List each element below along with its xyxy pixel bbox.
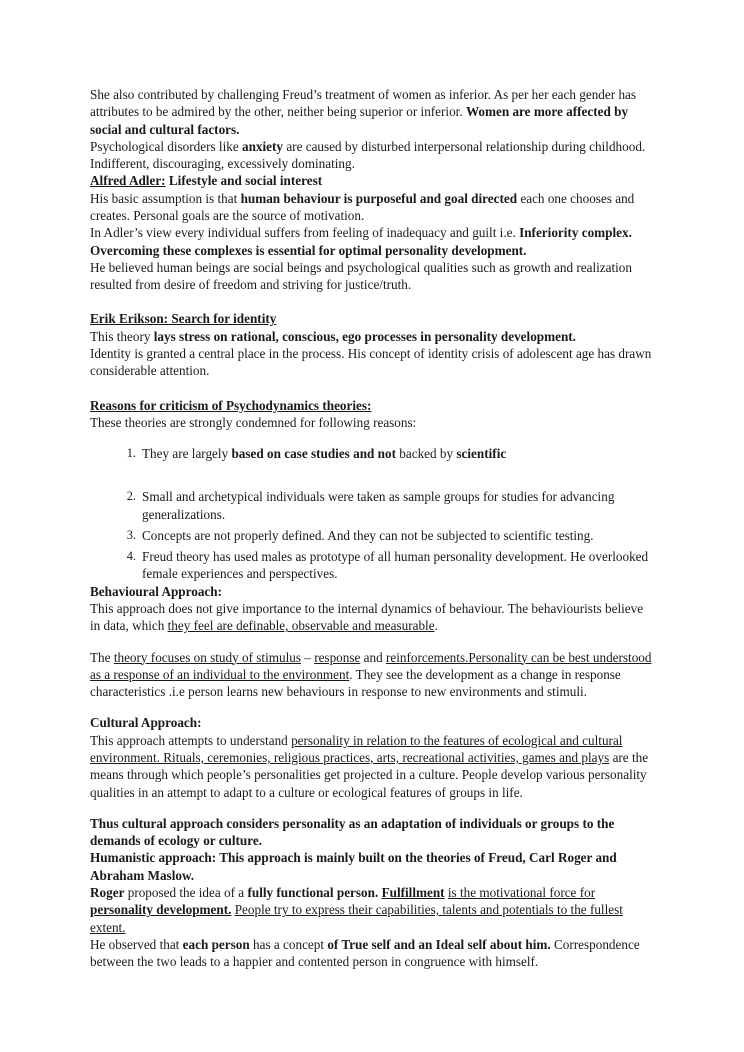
criticism-list xyxy=(90,445,654,583)
spacer xyxy=(90,801,654,815)
section-criticism xyxy=(90,397,654,583)
heading-criticism: Reasons for criticism of Psychodynamics theories: xyxy=(90,397,372,413)
list-item: They are largely based on case studies and not backed by scientific xyxy=(142,446,507,462)
list-item: Concepts are not properly defined. And they can not be subjected to scientific testing. xyxy=(142,527,594,543)
paragraph: Identity is granted a central place in the process. His concept of identity crisis of adolescent age has drawn considerable attention. xyxy=(90,345,652,379)
section-erikson xyxy=(90,310,654,379)
spacer xyxy=(90,293,654,310)
spacer xyxy=(90,431,654,445)
section-humanistic xyxy=(90,849,654,970)
paragraph: Thus cultural approach considers personality as an adaptation of individuals or groups to the demands of ecology or culture. xyxy=(90,815,615,849)
list-item: Small and archetypical individuals were taken as sample groups for studies for advancing generalizations. xyxy=(142,489,615,522)
spacer xyxy=(90,635,654,649)
paragraph: The theory focuses on study of stimulus – response and reinforcements.Personality can be best understood as a response of an individual to the environment. They see the development as a change in response characteristics .i.e person learns new behaviours in response to new environments and stimuli. xyxy=(90,649,652,700)
paragraph: He observed that each person has a concept of True self and an Ideal self about him. Correspondence between the two leads to a happier and contented person in congruence with himself. xyxy=(90,936,640,970)
paragraph: In Adler’s view every individual suffers from feeling of inadequacy and guilt i.e. Inferiority complex. xyxy=(90,225,632,241)
spacer xyxy=(90,380,654,397)
heading-behavioural-approach: Behavioural Approach: xyxy=(90,583,223,599)
section-cultural xyxy=(90,714,654,849)
paragraph: This approach attempts to understand personality in relation to the features of ecological and cultural environment. Rituals, ceremonies, religious practices, arts, recreational activities, games and plays are the means through which people’s personalities get projected in a culture. People develop various personality qualities in an attempt to adapt to a culture or ecological features of groups in life. xyxy=(90,732,649,800)
document-body xyxy=(90,86,654,970)
paragraph: Roger proposed the idea of a fully functional person. Fulfillment is the motivational force for personality development. People try to express their capabilities, talents and potentials to the fullest extent. xyxy=(90,884,623,935)
paragraph: Overcoming these complexes is essential for optimal personality development. xyxy=(90,242,527,258)
paragraph: This approach does not give importance to the internal dynamics of behaviour. The behaviourists believe in data, which they feel are definable, observable and measurable. xyxy=(90,601,644,634)
paragraph: These theories are strongly condemned for following reasons: xyxy=(90,414,417,430)
section-horney xyxy=(90,86,654,293)
spacer xyxy=(90,700,654,714)
paragraph: His basic assumption is that human behaviour is purposeful and goal directed each one chooses and creates. Personal goals are the source of motivation. xyxy=(90,190,635,223)
paragraph: Psychological disorders like anxiety are caused by disturbed interpersonal relationship during childhood. Indifferent, discouraging, excessively dominating. xyxy=(90,138,646,172)
paragraph: This theory lays stress on rational, conscious, ego processes in personality development. xyxy=(90,328,576,344)
heading-alfred-adler: Alfred Adler: Lifestyle and social interest xyxy=(90,173,323,189)
paragraph: He believed human beings are social beings and psychological qualities such as growth and realization resulted from desire of freedom and striving for justice/truth. xyxy=(90,259,632,293)
section-behavioural xyxy=(90,583,654,701)
paragraph: She also contributed by challenging Freud’s treatment of women as inferior. As per her each gender has attributes to be admired by the other, neither being superior or inferior. Women are more affected by social and cultural factors. xyxy=(90,87,637,137)
heading-humanistic-approach: Humanistic approach: This approach is mainly built on the theories of Freud, Carl Roger and Abraham Maslow. xyxy=(90,850,617,883)
list-item: Freud theory has used males as prototype of all human personality development. He overlooked female experiences and perspectives. xyxy=(142,549,649,582)
heading-cultural-approach: Cultural Approach: xyxy=(90,715,202,731)
heading-erik-erikson: Erik Erikson: Search for identity xyxy=(90,311,277,327)
